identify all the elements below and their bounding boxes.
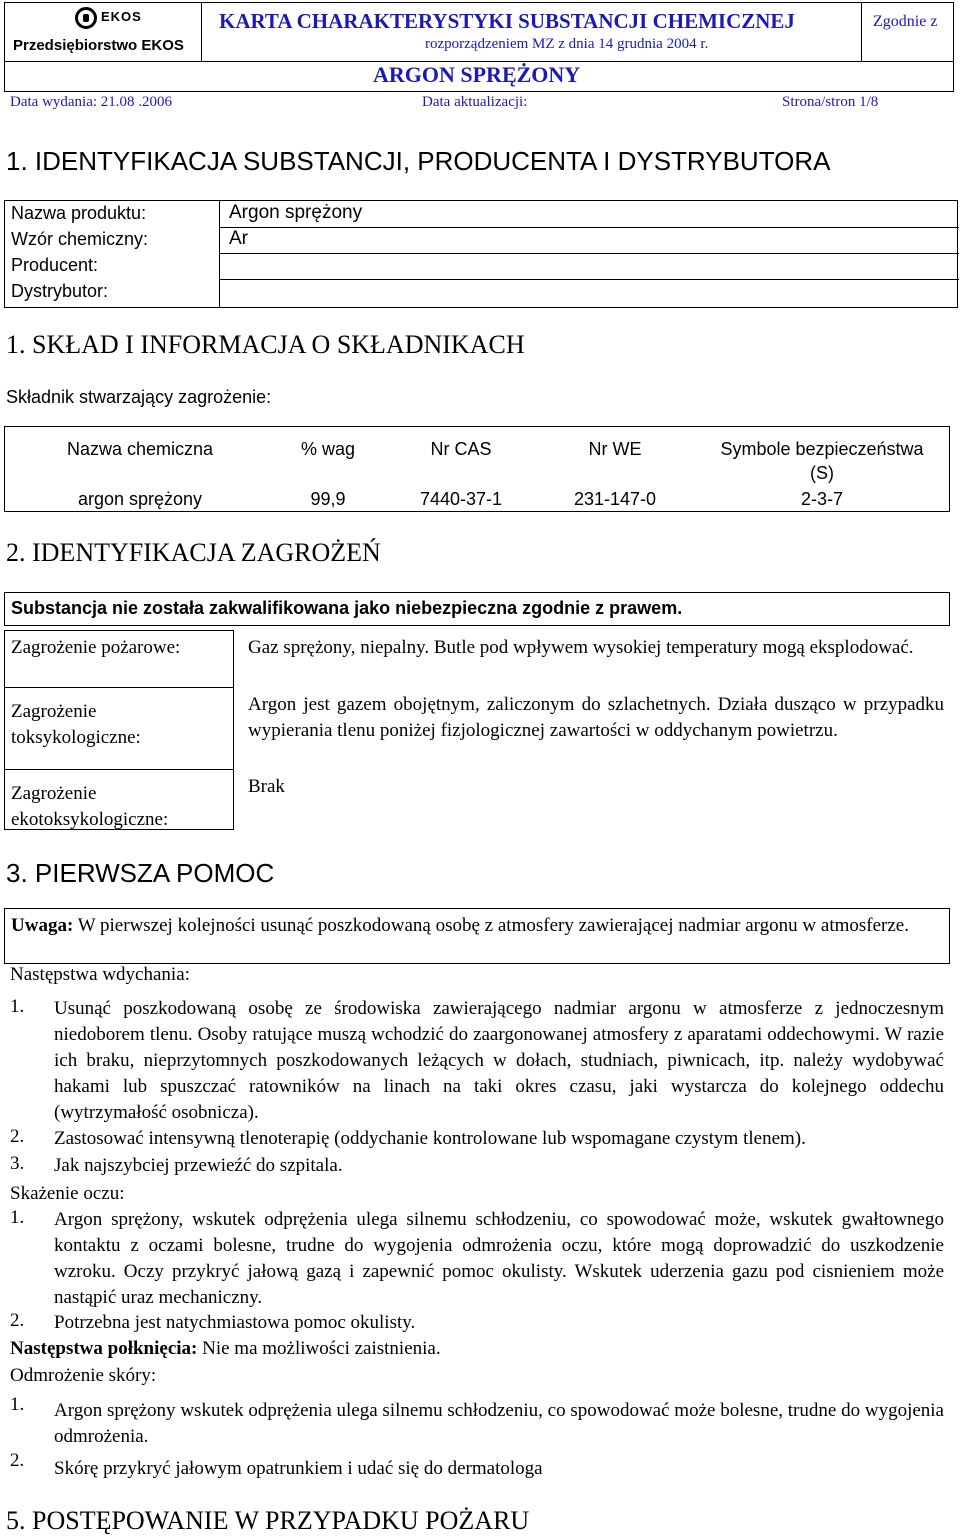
classification-notice: Substancja nie została zakwalifikowana jako niebezpieczna zgodnie z prawem. xyxy=(11,598,683,618)
item-number: 2. xyxy=(10,1310,25,1331)
hazard-text-ecotox: Brak xyxy=(248,776,285,797)
item-number: 1. xyxy=(10,1394,25,1415)
composition-table xyxy=(4,426,950,512)
hazard-label-fire: Zagrożenie pożarowe: xyxy=(11,637,181,658)
row-label: Wzór chemiczny: xyxy=(11,229,149,249)
row-label: Dystrybutor: xyxy=(11,281,109,301)
product-name: ARGON SPRĘŻONY xyxy=(373,62,581,87)
hazard-label-tox-line2: toksykologiczne: xyxy=(11,727,141,748)
subsection-title: Odmrożenie skóry: xyxy=(10,1365,157,1386)
table-divider xyxy=(219,253,959,254)
product-identification-table xyxy=(4,200,958,308)
document-title: KARTA CHARAKTERYSTYKI SUBSTANCJI CHEMICZNEJ xyxy=(219,9,795,33)
product-name-value: Argon sprężony xyxy=(229,202,363,223)
hazard-label-tox-line1: Zagrożenie xyxy=(11,701,97,722)
update-date: Data aktualizacji: xyxy=(422,94,528,110)
column-header: (S) xyxy=(810,463,834,483)
section-heading: 5. POSTĘPOWANIE W PRZYPADKU POŻARU xyxy=(6,1506,530,1535)
section-heading: 1. SKŁAD I INFORMACJA O SKŁADNIKACH xyxy=(6,330,525,359)
hazard-divider xyxy=(5,769,233,770)
hazard-label-ecotox-line1: Zagrożenie xyxy=(11,783,97,804)
first-aid-warning xyxy=(11,913,943,939)
hazard-text-fire: Gaz sprężony, niepalny. Butle pod wpływem wysokiej temperatury mogą eksplodować. xyxy=(248,637,914,658)
header-divider xyxy=(201,3,202,61)
regulation-reference: rozporządzeniem MZ z dnia 14 grudnia 2004 r. xyxy=(425,36,709,52)
item-text: Jak najszybciej przewieźć do szpitala. xyxy=(54,1155,343,1176)
item-number: 3. xyxy=(10,1153,25,1174)
table-divider xyxy=(219,227,959,228)
item-number: 1. xyxy=(10,1207,25,1228)
column-header: Nr WE xyxy=(588,439,642,459)
item-text: Argon sprężony wskutek odprężenia ulega silnemu schłodzeniu, co spowodować może bolesne, trudne do wygojenia odmrożenia. xyxy=(54,1400,944,1447)
logo-mark-icon xyxy=(75,7,97,29)
table-divider xyxy=(219,201,220,307)
company-logo xyxy=(75,7,149,33)
hazard-labels xyxy=(4,630,234,830)
section-heading: 3. PIERWSZA POMOC xyxy=(6,858,275,888)
subsection-title: Skażenie oczu: xyxy=(10,1183,125,1204)
warning-text: W pierwszej kolejności usunąć poszkodowaną osobę z atmosfery zawierającej nadmiar argonu w atmosferze. xyxy=(73,915,909,936)
column-header: Nazwa chemiczna xyxy=(66,439,214,459)
table-cell: argon sprężony xyxy=(77,489,203,509)
ingestion-label: Następstwa połknięcia: xyxy=(10,1338,198,1359)
hazard-divider xyxy=(5,687,233,688)
column-header: Symbole bezpieczeństwa xyxy=(720,439,924,459)
row-label: Producent: xyxy=(11,255,99,275)
ingestion-text: Nie ma możliwości zaistnienia. xyxy=(197,1338,441,1359)
composition-intro: Składnik stwarzający zagrożenie: xyxy=(6,387,272,407)
table-cell: 99,9 xyxy=(310,489,346,509)
row-label: Nazwa produktu: xyxy=(11,203,147,223)
section-heading: 1. IDENTYFIKACJA SUBSTANCJI, PRODUCENTA I DYSTRYBUTORA xyxy=(6,146,831,176)
logo-text: EKOS xyxy=(101,9,142,24)
company-name: Przedsiębiorstwo EKOS xyxy=(13,37,184,54)
column-header: Nr CAS xyxy=(430,439,492,459)
item-text: Argon sprężony, wskutek odprężenia ulega silnemu schłodzeniu, co spowodować może, wskutek gwałtownego kontaktu z oczami bolesne, trudne do wygojenia odmrożenia oczu, które mogą doprowadzić do uszkodzenie wzroku. Oczy przykryć jałową gazą i zapewnić pomoc okulisty. Wskutek uderzenia gazu pod cisnieniem może nastąpić uraz mechaniczny. xyxy=(54,1209,944,1308)
table-cell: 231-147-0 xyxy=(573,489,657,509)
table-divider xyxy=(219,279,959,280)
chemical-formula-value: Ar xyxy=(229,228,248,249)
warning-label: Uwaga: xyxy=(11,915,74,936)
hazard-label-ecotox-line2: ekotoksykologiczne: xyxy=(11,809,169,830)
ingestion-line xyxy=(10,1338,441,1360)
document-header xyxy=(4,2,954,92)
compliance-label: Zgodnie z xyxy=(873,13,938,30)
column-header: % wag xyxy=(300,439,356,459)
issue-date: Data wydania: 21.08 .2006 xyxy=(10,94,173,110)
table-cell: 2-3-7 xyxy=(800,489,844,509)
item-number: 1. xyxy=(10,996,25,1017)
item-text: Potrzebna jest natychmiastowa pomoc okulisty. xyxy=(54,1312,416,1333)
item-number: 2. xyxy=(10,1126,25,1147)
subsection-title: Następstwa wdychania: xyxy=(10,964,190,985)
section-heading: 2. IDENTYFIKACJA ZAGROŻEŃ xyxy=(6,538,381,567)
classification-notice-box xyxy=(4,592,950,626)
first-aid-warning-box xyxy=(4,908,950,964)
header-divider xyxy=(861,3,862,61)
page-number: Strona/stron 1/8 xyxy=(782,94,879,110)
table-cell: 7440-37-1 xyxy=(419,489,503,509)
item-text: Skórę przykryć jałowym opatrunkiem i udać się do dermatologa xyxy=(54,1458,543,1479)
item-text: Usunąć poszkodowaną osobę ze środowiska zawierającego nadmiar argonu w atmosferze z jednoczesnym niedoborem tlenu. Osoby ratujące muszą wchodzić do zaargonowanej atmosfery z aparatami oddechowymi. W razie ich braku, nieprzytomnych poszkodowanych leżących w dołach, studniach, piwnicach, itp. należy wydobywać hakami lub spuszczać ratowników na linach na taki okres czasu, jaki wystarcza do kolejnego oddechu (wytrzymałość osobnicza). xyxy=(54,998,944,1123)
item-number: 2. xyxy=(10,1450,25,1471)
hazard-text-tox: Argon jest gazem obojętnym, zaliczonym do szlachetnych. Działa dusząco w przypadku wypierania tlenu poniżej fizjologicznej zawartości w oddychanym powietrzu. xyxy=(248,694,944,741)
item-text: Zastosować intensywną tlenoterapię (oddychanie kontrolowane lub wspomagane czystym tlenem). xyxy=(54,1128,806,1149)
